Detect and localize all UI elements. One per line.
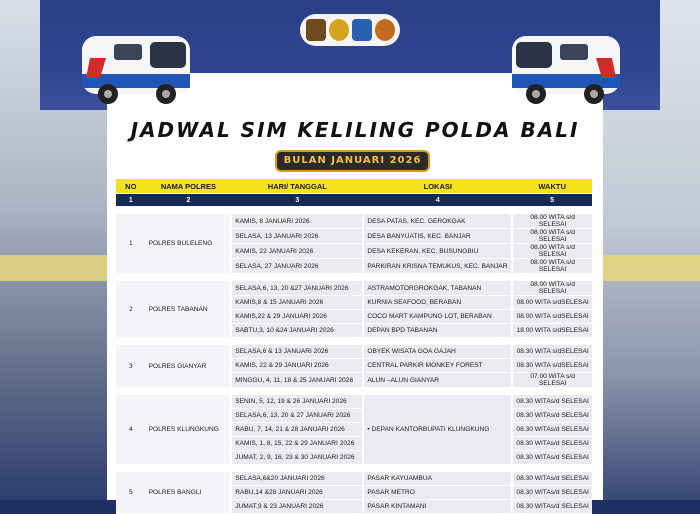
schedule-date: SELASA, 27 JANUARI 2026 — [231, 259, 363, 274]
schedule-date: SENIN, 5, 12, 19 & 26 JANUARI 2026 — [231, 395, 363, 409]
sim-keliling-bus-left-icon — [78, 28, 198, 108]
group-spacer — [116, 388, 592, 395]
table-row — [116, 281, 592, 296]
schedule-time: 08.00 WITA s/d SELESAI — [512, 229, 592, 244]
column-number: 3 — [231, 194, 363, 207]
column-number: 2 — [146, 194, 232, 207]
polres-name: POLRES BULELENG — [146, 214, 232, 274]
column-number: 5 — [512, 194, 592, 207]
table-row — [116, 472, 592, 486]
schedule-location: PASAR KAYUAMBUA — [363, 472, 512, 486]
schedule-time: 08.30 WITAs/d SELESAI — [512, 437, 592, 451]
row-number: 4 — [116, 395, 146, 465]
schedule-time: 08.30 WITAs/d SELESAI — [512, 500, 592, 514]
row-number: 3 — [116, 345, 146, 388]
polres-name: POLRES GIANYAR — [146, 345, 232, 388]
schedule-time: 08.30 WITAs/d SELESAI — [512, 423, 592, 437]
header-polres: NAMA POLRES — [146, 179, 232, 194]
schedule-time: 08.30 WITAs/d SELESAI — [512, 409, 592, 423]
schedule-date: JUMAT, 2, 9, 16, 23 & 30 JANUARI 2026 — [231, 451, 363, 465]
header-date: HARI/ TANGGAL — [231, 179, 363, 194]
schedule-date: KAMIS, 22 JANUARI 2026 — [231, 244, 363, 259]
schedule-date: SELASA,6&20 JANUARI 2026 — [231, 472, 363, 486]
lantas-emblem-icon — [352, 19, 372, 41]
traffic-emblem-icon — [375, 19, 395, 41]
schedule-time: 08.30 WITA s/dSELESAI — [512, 345, 592, 359]
schedule-date: KAMIS, 1, 8, 15, 22 & 29 JANUARI 2026 — [231, 437, 363, 451]
schedule-time: 08.30 WITAs/d SELESAI — [512, 451, 592, 465]
background-stripe-left — [0, 255, 108, 281]
schedule-location: DEPAN BPD TABANAN — [363, 324, 512, 338]
schedule-time: 08.00 WITA s/dSELESAI — [512, 296, 592, 310]
schedule-date: KAMIS,8 & 15 JANUARI 2026 — [231, 296, 363, 310]
schedule-time: 08.00 WITA s/d SELESAI — [512, 281, 592, 296]
schedule-time: 08.00 WITA s/d SELESAI — [512, 259, 592, 274]
column-number: 1 — [116, 194, 146, 207]
bali-logo-icon — [306, 19, 326, 41]
row-number: 1 — [116, 214, 146, 274]
polres-name: POLRES TABANAN — [146, 281, 232, 338]
schedule-location: PARKIRAN KRISNA TEMUKUS, KEC. BANJAR — [363, 259, 512, 274]
schedule-date: RABU, 7, 14, 21 & 28 JANUARI 2026 — [231, 423, 363, 437]
group-spacer — [116, 207, 592, 214]
schedule-time: 08.00 WITA s/d SELESAI — [512, 214, 592, 229]
polres-name: POLRES BANGLI — [146, 472, 232, 514]
spacer-cell — [116, 274, 592, 281]
row-number: 2 — [116, 281, 146, 338]
schedule-time: 08.30 WITAs/d SELESAI — [512, 486, 592, 500]
schedule-time: 08.00 WITA s/d SELESAI — [512, 244, 592, 259]
schedule-date: KAMIS, 22 & 29 JANUARI 2026 — [231, 359, 363, 373]
schedule-date: SELASA,6, 13, 20 &27 JANUARI 2026 — [231, 281, 363, 296]
schedule-location: DESA PATAS, KEC. GEROKGAK — [363, 214, 512, 229]
schedule-date: SELASA,6 & 13 JANUARI 2026 — [231, 345, 363, 359]
schedule-location: KURNIA SEAFOOD, BERABAN — [363, 296, 512, 310]
schedule-date: RABU,14 &28 JANUARI 2026 — [231, 486, 363, 500]
polri-emblem-icon — [329, 19, 349, 41]
schedule-location: PASAR KINTAMANI — [363, 500, 512, 514]
schedule-location: PASAR METRO — [363, 486, 512, 500]
schedule-location: ALUN –ALUN GIANYAR — [363, 373, 512, 388]
table-row — [116, 395, 592, 409]
schedule-location: • DEPAN KANTORBUPATI KLUNGKUNG — [363, 395, 512, 465]
table-row — [116, 345, 592, 359]
schedule-location: COCO MART KAMPUNG LOT, BERABAN — [363, 310, 512, 324]
schedule-date: SELASA, 13 JANUARI 2026 — [231, 229, 363, 244]
schedule-date: JUMAT,9 & 23 JANUARI 2026 — [231, 500, 363, 514]
month-badge: BULAN JANUARI 2026 — [275, 150, 430, 172]
group-spacer — [116, 465, 592, 472]
sim-keliling-bus-right-icon — [504, 28, 624, 108]
schedule-date: MINGGU, 4, 11, 18 & 25 JANUARI 2026 — [231, 373, 363, 388]
column-number-row — [116, 194, 592, 207]
police-logos — [300, 14, 400, 46]
table-header-row — [116, 179, 592, 194]
schedule-date: KAMIS,22 & 29 JANUARI 2026 — [231, 310, 363, 324]
schedule-time: 07.00 WITA s/d SELESAI — [512, 373, 592, 388]
schedule-location: DESA BANYUATIS, KEC. BANJAR — [363, 229, 512, 244]
schedule-location: CENTRAL PARKIR MONKEY FOREST — [363, 359, 512, 373]
schedule-date: SABTU,3, 10 &24 JANUARI 2026 — [231, 324, 363, 338]
schedule-date: KAMIS, 8 JANUARI 2026 — [231, 214, 363, 229]
page-title: JADWAL SIM KELILING POLDA BALI — [130, 118, 580, 142]
header-location: LOKASI — [363, 179, 512, 194]
schedule-table — [116, 179, 592, 514]
group-spacer — [116, 338, 592, 345]
schedule-location: ASTRAMOTORGROKGAK, TABANAN — [363, 281, 512, 296]
column-number: 4 — [363, 194, 512, 207]
spacer-cell — [116, 207, 592, 214]
spacer-cell — [116, 465, 592, 472]
spacer-cell — [116, 388, 592, 395]
spacer-cell — [116, 338, 592, 345]
schedule-date: SELASA,6, 13, 20 & 27 JANUARI 2026 — [231, 409, 363, 423]
schedule-location: DESA KEKERAN, KEC. BUSUNGBIU — [363, 244, 512, 259]
schedule-time: 08.00 WITA s/dSELESAI — [512, 310, 592, 324]
polres-name: POLRES KLUNGKUNG — [146, 395, 232, 465]
header-time: WAKTU — [512, 179, 592, 194]
schedule-time: 08.30 WITAs/d SELESAI — [512, 395, 592, 409]
schedule-time: 08.30 WITAs/d SELESAI — [512, 472, 592, 486]
schedule-body — [116, 207, 592, 514]
schedule-location: OBYEK WISATA GOA GAJAH — [363, 345, 512, 359]
table-row — [116, 214, 592, 229]
row-number: 5 — [116, 472, 146, 514]
schedule-time: 18.00 WITA s/dSELESAI — [512, 324, 592, 338]
group-spacer — [116, 274, 592, 281]
background-stripe-right — [600, 255, 700, 281]
header-no: NO — [116, 179, 146, 194]
schedule-time: 08.30 WITA s/dSELESAI — [512, 359, 592, 373]
